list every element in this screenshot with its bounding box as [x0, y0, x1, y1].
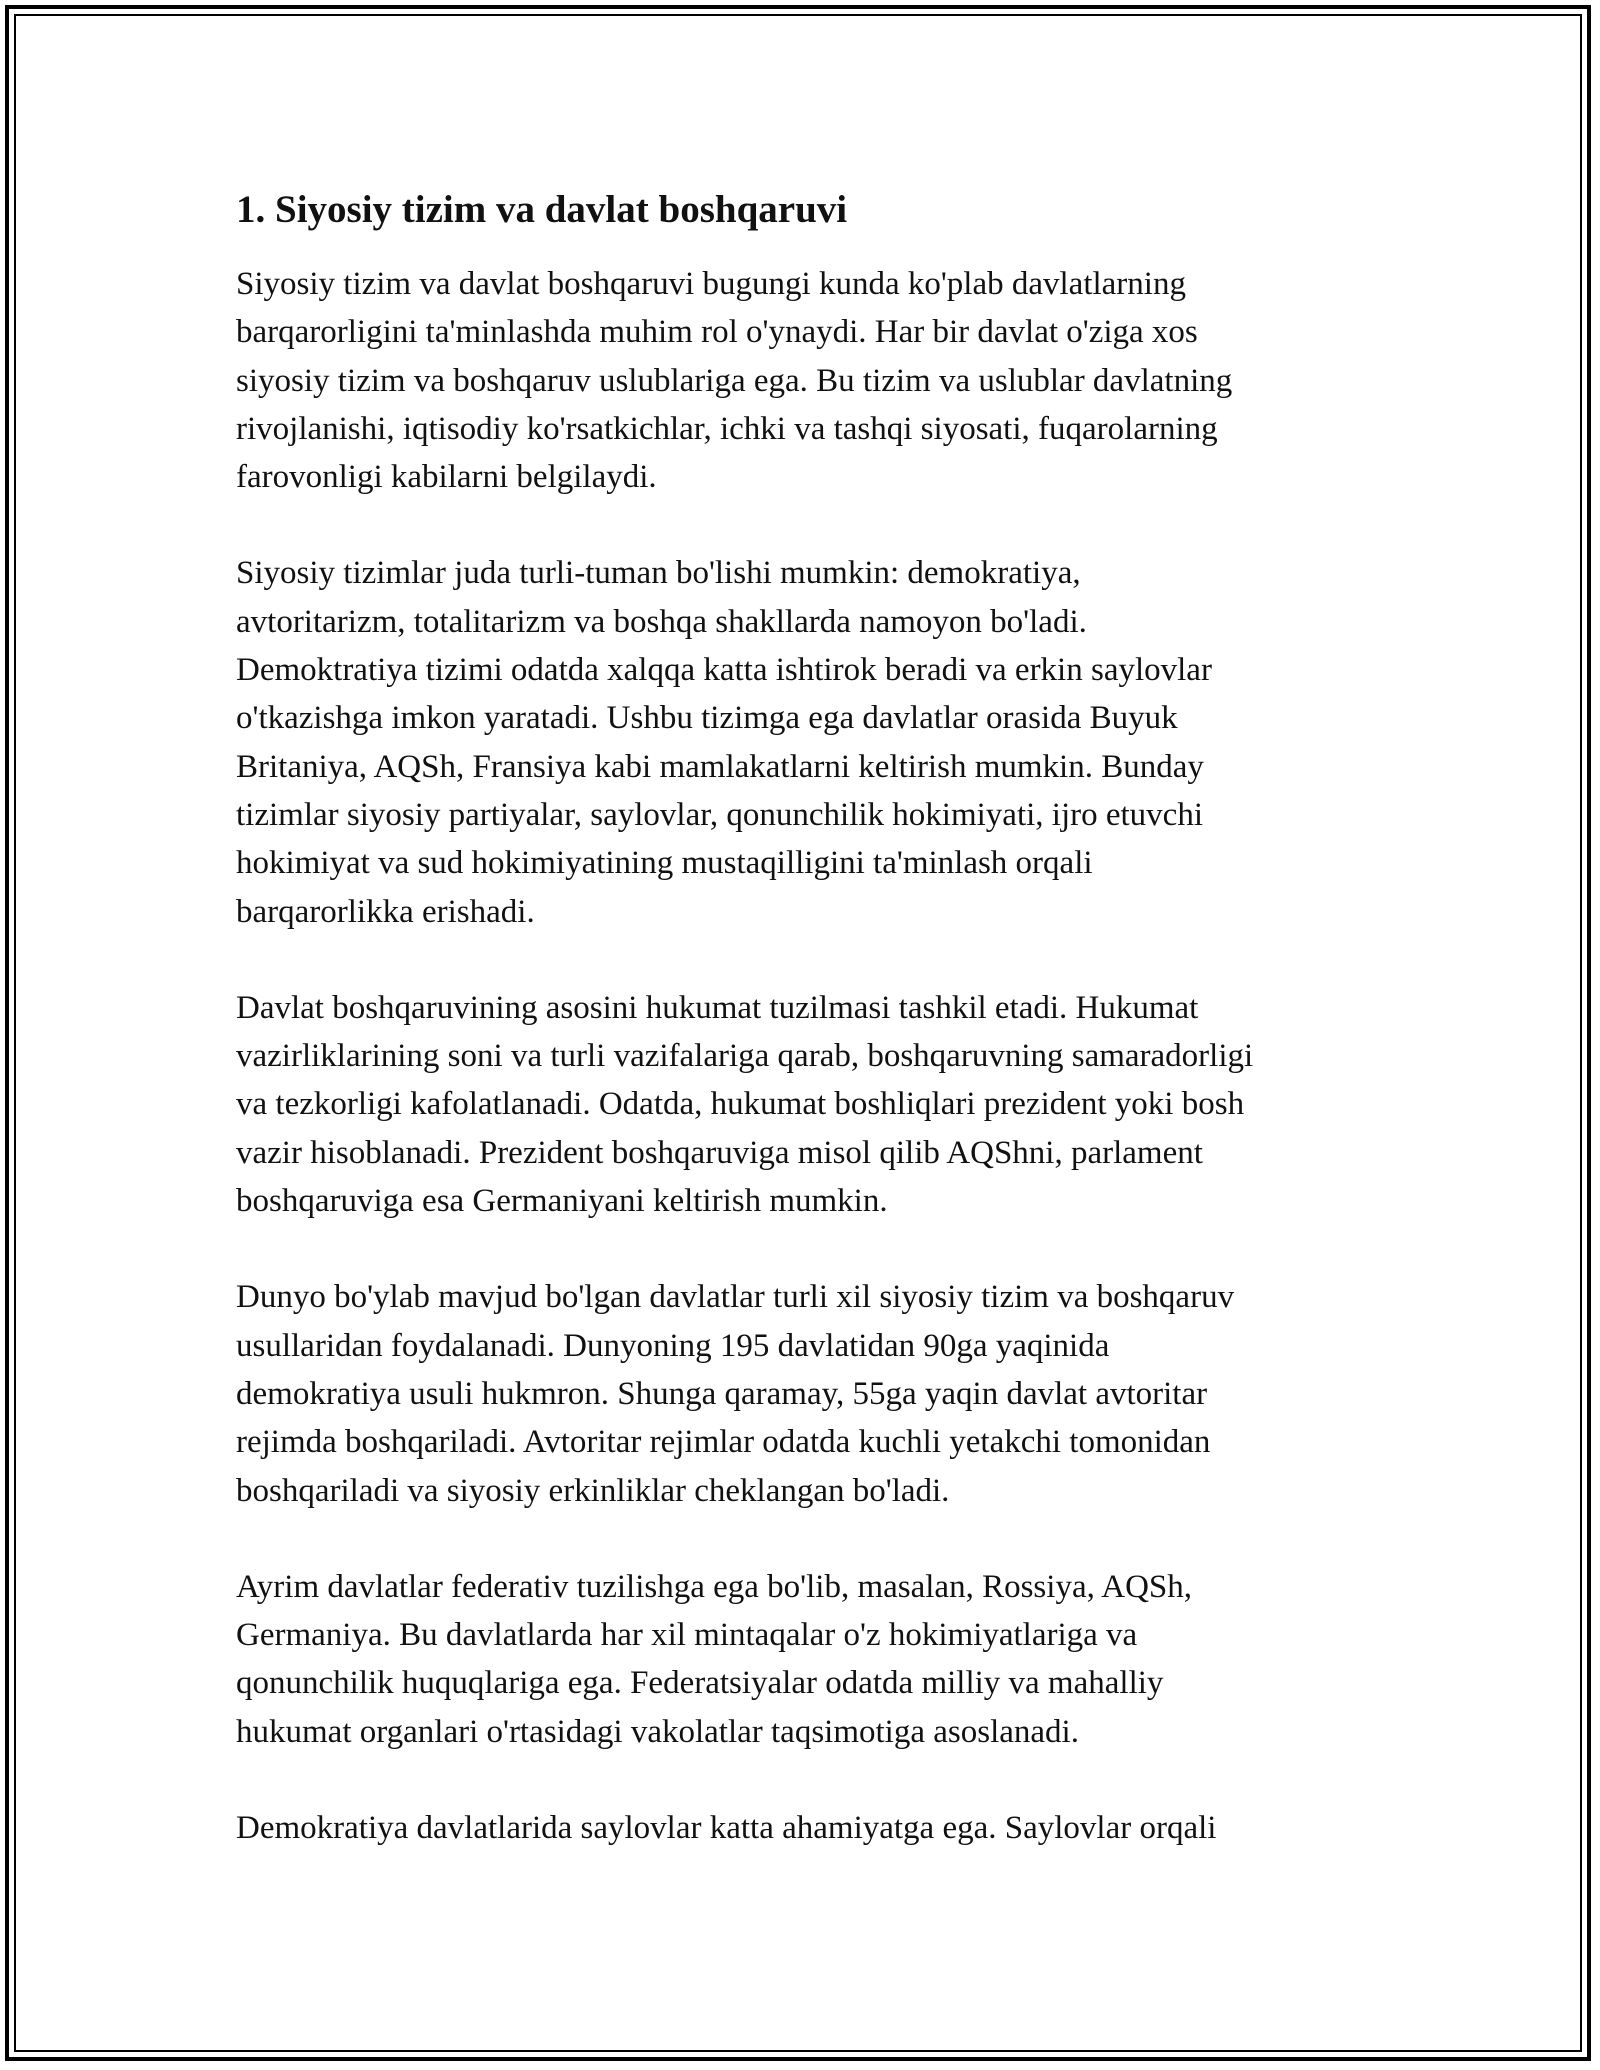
text-line: siyosiy tizim va boshqaruv uslublariga ega. Bu tizim va uslublar davlatning	[236, 362, 1233, 399]
paragraph-1	[236, 260, 1376, 501]
paragraph-2	[236, 549, 1376, 935]
text-line: barqarorlikka erishadi.	[236, 893, 535, 930]
text-line: Davlat boshqaruvining asosini hukumat tuzilmasi tashkil etadi. Hukumat	[236, 989, 1199, 1026]
text-line: o'tkazishga imkon yaratadi. Ushbu tizimga ega davlatlar orasida Buyuk	[236, 700, 1178, 737]
text-line: farovonligi kabilarni belgilaydi.	[236, 459, 657, 496]
text-line: rejimda boshqariladi. Avtoritar rejimlar odatda kuchli yetakchi tomonidan	[236, 1424, 1211, 1461]
text-line: qonunchilik huquqlariga ega. Federatsiyalar odatda milliy va mahalliy	[236, 1665, 1164, 1702]
paragraph-5	[236, 1563, 1376, 1756]
text-line: Siyosiy tizimlar juda turli-tuman bo'lishi mumkin: demokratiya,	[236, 555, 1081, 592]
text-line: Siyosiy tizim va davlat boshqaruvi bugungi kunda ko'plab davlatlarning	[236, 266, 1186, 302]
paragraph-3	[236, 984, 1376, 1225]
text-line: Britaniya, AQSh, Fransiya kabi mamlakatlarni keltirish mumkin. Bunday	[236, 748, 1204, 785]
text-line: Dunyo bo'ylab mavjud bo'lgan davlatlar turli xil siyosiy tizim va boshqaruv	[236, 1279, 1235, 1316]
text-line: boshqariladi va siyosiy erkinliklar cheklangan bo'ladi.	[236, 1472, 950, 1509]
page-title: 1. Siyosiy tizim va davlat boshqaruvi	[236, 188, 848, 231]
text-line: barqarorligini ta'minlashda muhim rol o'ynaydi. Har bir davlat o'ziga xos	[236, 314, 1198, 351]
paragraph-4	[236, 1273, 1376, 1514]
text-line: vazirliklarining soni va turli vazifalariga qarab, boshqaruvning samaradorligi	[236, 1038, 1254, 1075]
text-line: Demoktratiya tizimi odatda xalqqa katta ishtirok beradi va erkin saylovlar	[236, 652, 1212, 689]
text-line: avtoritarizm, totalitarizm va boshqa shakllarda namoyon bo'ladi.	[236, 603, 1087, 640]
text-line: Demokratiya davlatlarida saylovlar katta ahamiyatga ega. Saylovlar orqali	[236, 1810, 1217, 1847]
paragraph-6	[236, 1804, 1376, 1852]
text-line: Ayrim davlatlar federativ tuzilishga ega bo'lib, masalan, Rossiya, AQSh,	[236, 1568, 1193, 1605]
text-line: demokratiya usuli hukmron. Shunga qaramay, 55ga yaqin davlat avtoritar	[236, 1375, 1208, 1412]
text-line: va tezkorligi kafolatlanadi. Odatda, hukumat boshliqlari prezident yoki bosh	[236, 1086, 1245, 1123]
document-page	[236, 186, 1376, 1900]
text-line: vazir hisoblanadi. Prezident boshqaruviga misol qilib AQShni, parlament	[236, 1134, 1203, 1171]
text-line: usullaridan foydalanadi. Dunyoning 195 davlatidan 90ga yaqinida	[236, 1327, 1110, 1364]
text-line: hokimiyat va sud hokimiyatining mustaqilligini ta'minlash orqali	[236, 845, 1093, 882]
text-line: Germaniya. Bu davlatlarda har xil mintaqalar o'z hokimiyatlariga va	[236, 1617, 1138, 1654]
text-line: boshqaruviga esa Germaniyani keltirish mumkin.	[236, 1183, 888, 1220]
text-line: hukumat organlari o'rtasidagi vakolatlar taqsimotiga asoslanadi.	[236, 1713, 1079, 1750]
text-line: tizimlar siyosiy partiyalar, saylovlar, qonunchilik hokimiyati, ijro etuvchi	[236, 796, 1203, 833]
text-line: rivojlanishi, iqtisodiy ko'rsatkichlar, ichki va tashqi siyosati, fuqarolarning	[236, 410, 1218, 447]
